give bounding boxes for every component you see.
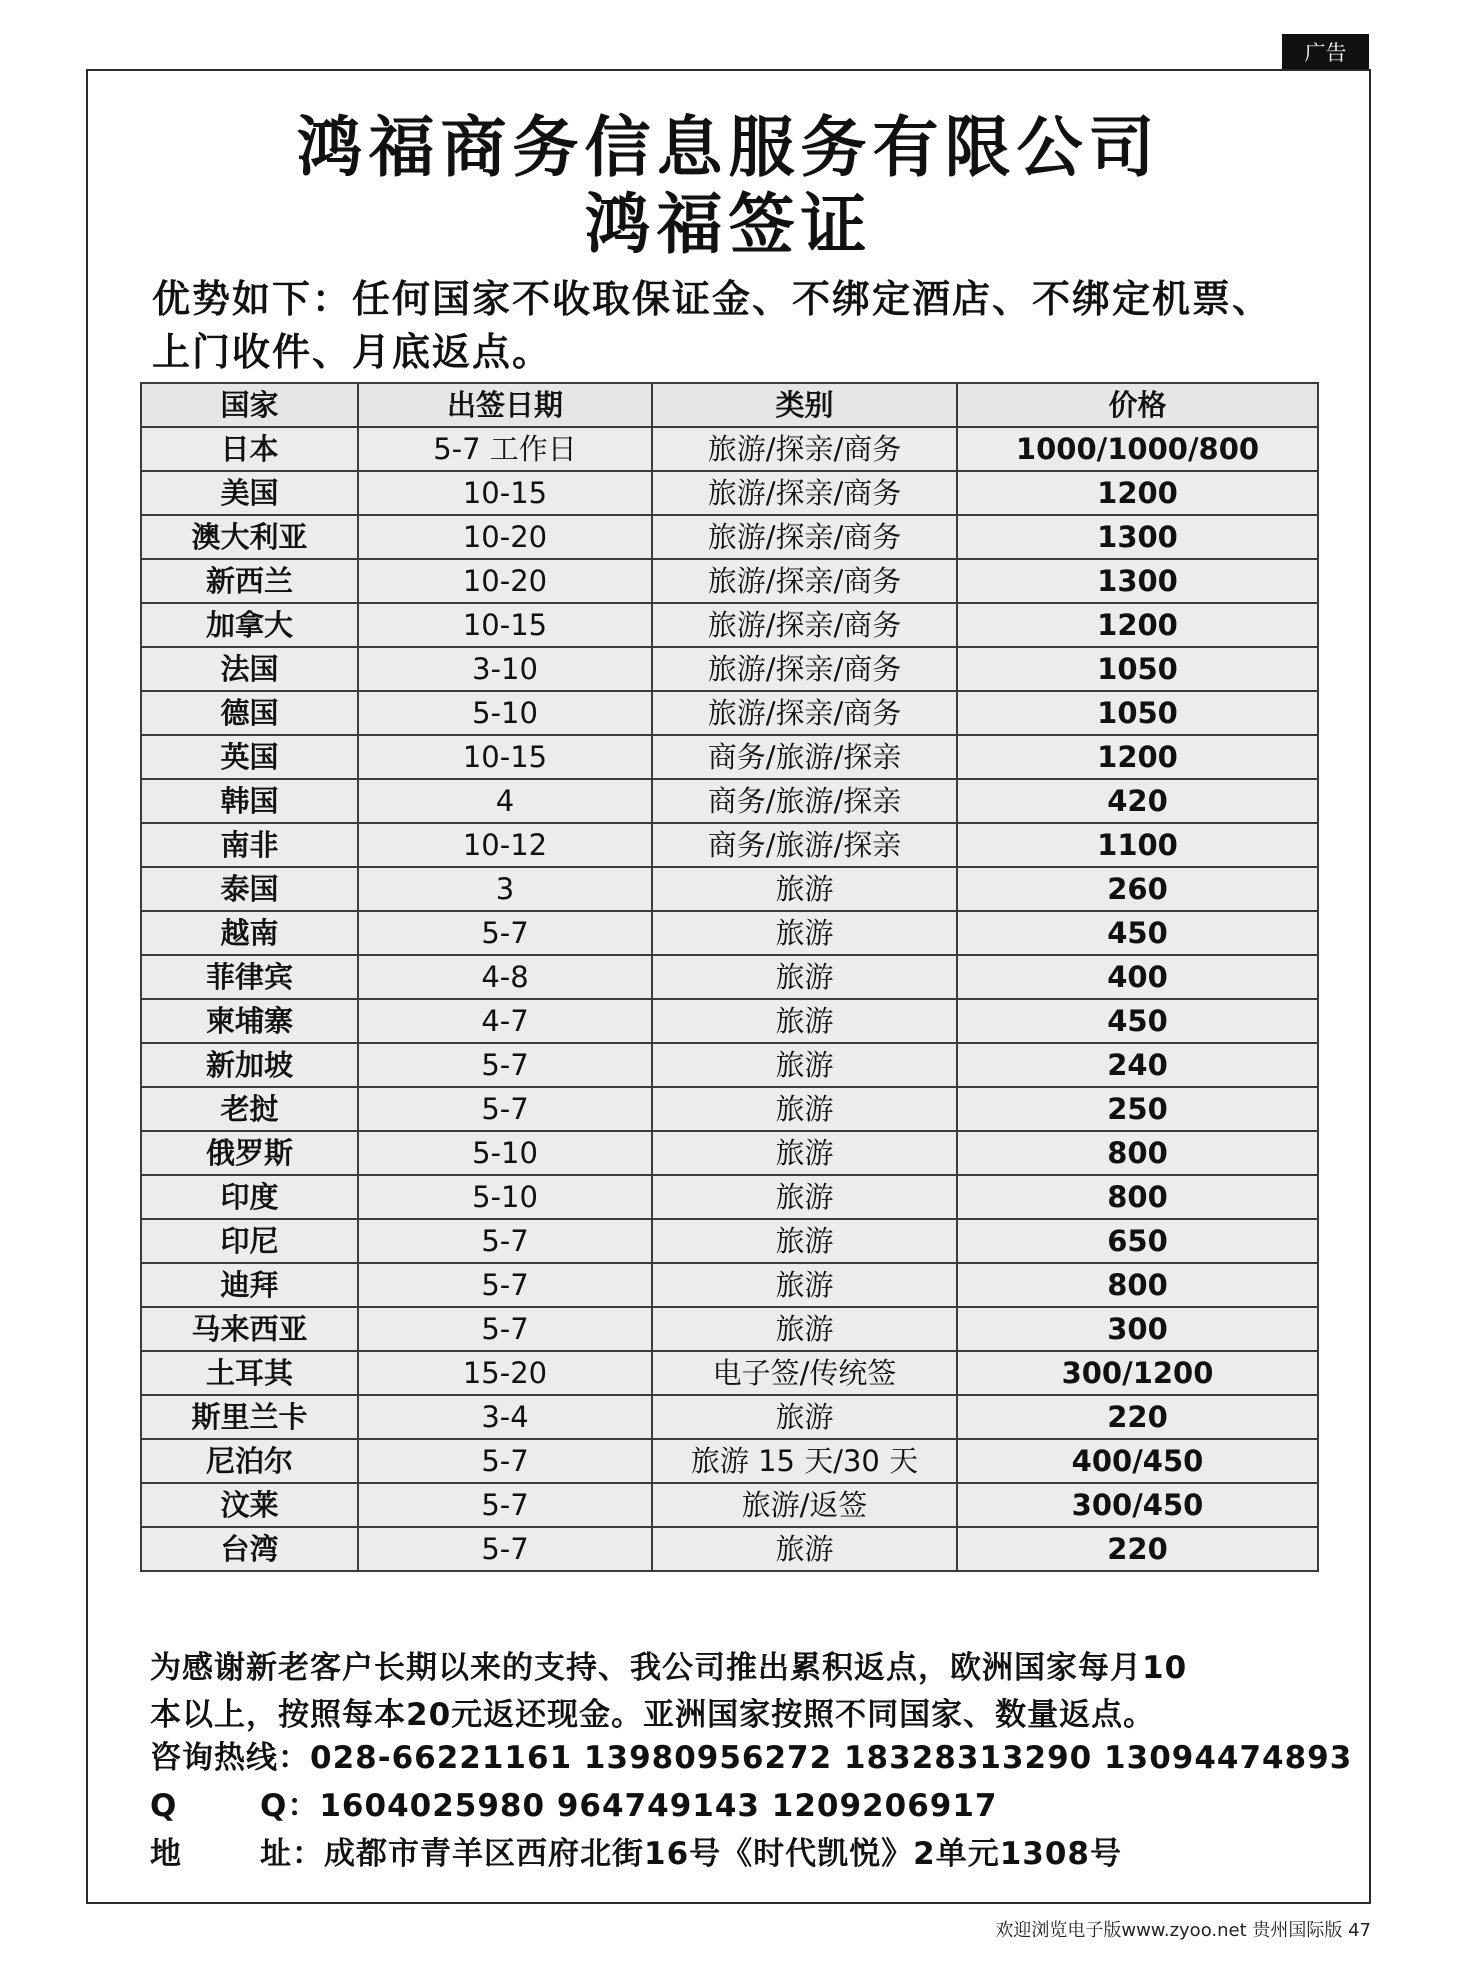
table-row	[141, 1395, 1318, 1439]
cell-days: 5-7	[358, 1043, 652, 1087]
cell-price: 450	[957, 999, 1318, 1043]
table-row	[141, 823, 1318, 867]
table-row	[141, 1087, 1318, 1131]
cell-days: 10-12	[358, 823, 652, 867]
cell-price: 1050	[957, 647, 1318, 691]
cell-country: 美国	[141, 471, 358, 515]
cell-price: 300/1200	[957, 1351, 1318, 1395]
cell-price: 1300	[957, 559, 1318, 603]
cell-price: 220	[957, 1527, 1318, 1571]
hotline-label: 咨询热线：	[150, 1740, 310, 1776]
cell-country: 土耳其	[141, 1351, 358, 1395]
cell-category: 旅游	[652, 911, 957, 955]
header-days: 出签日期	[358, 383, 652, 427]
advantages-line-2: 上门收件、月底返点。	[152, 330, 553, 374]
table-row	[141, 1483, 1318, 1527]
cell-price: 650	[957, 1219, 1318, 1263]
cell-days: 3	[358, 867, 652, 911]
cell-price: 400/450	[957, 1439, 1318, 1483]
hotline	[150, 1736, 1353, 1780]
cell-country: 印度	[141, 1175, 358, 1219]
table-row	[141, 999, 1318, 1043]
address-line	[150, 1832, 1350, 1876]
qq-label-1: Q	[150, 1788, 178, 1824]
cell-price: 800	[957, 1131, 1318, 1175]
table-row	[141, 779, 1318, 823]
cell-country: 韩国	[141, 779, 358, 823]
company-title: 鸿福商务信息服务有限公司	[296, 109, 1161, 186]
cell-category: 旅游	[652, 1131, 957, 1175]
header-category: 类别	[652, 383, 957, 427]
cell-category: 旅游	[652, 867, 957, 911]
table-row	[141, 1175, 1318, 1219]
advantages-line-1: 优势如下：任何国家不收取保证金、不绑定酒店、不绑定机票、	[152, 277, 1273, 321]
cell-price: 250	[957, 1087, 1318, 1131]
cell-category: 旅游/探亲/商务	[652, 603, 957, 647]
cell-price: 420	[957, 779, 1318, 823]
cell-country: 新加坡	[141, 1043, 358, 1087]
table-header-row	[141, 383, 1318, 427]
cell-country: 德国	[141, 691, 358, 735]
cell-price: 800	[957, 1175, 1318, 1219]
cell-days: 5-7	[358, 911, 652, 955]
cell-category: 商务/旅游/探亲	[652, 735, 957, 779]
table-row	[141, 1527, 1318, 1571]
cell-category: 旅游	[652, 1527, 957, 1571]
cell-days: 5-7	[358, 1483, 652, 1527]
cell-days: 10-20	[358, 515, 652, 559]
cell-days: 5-7	[358, 1263, 652, 1307]
cell-price: 450	[957, 911, 1318, 955]
cell-category: 旅游/探亲/商务	[652, 515, 957, 559]
table-row	[141, 1263, 1318, 1307]
cell-days: 10-20	[358, 559, 652, 603]
cell-category: 旅游/探亲/商务	[652, 559, 957, 603]
cell-days: 10-15	[358, 735, 652, 779]
cell-country: 迪拜	[141, 1263, 358, 1307]
cell-price: 1000/1000/800	[957, 427, 1318, 471]
cell-country: 柬埔寨	[141, 999, 358, 1043]
cell-country: 加拿大	[141, 603, 358, 647]
table-row	[141, 471, 1318, 515]
table-row	[141, 1219, 1318, 1263]
promo-line-1: 为感谢新老客户长期以来的支持、我公司推出累积返点，欧洲国家每月10	[150, 1650, 1188, 1686]
cell-country: 印尼	[141, 1219, 358, 1263]
cell-price: 260	[957, 867, 1318, 911]
cell-category: 旅游	[652, 1087, 957, 1131]
address-label-2: 址：	[260, 1836, 324, 1872]
header-country: 国家	[141, 383, 358, 427]
cell-price: 1200	[957, 735, 1318, 779]
table-row	[141, 867, 1318, 911]
table-row	[141, 1439, 1318, 1483]
cell-price: 1100	[957, 823, 1318, 867]
cell-country: 汶莱	[141, 1483, 358, 1527]
cell-category: 旅游/探亲/商务	[652, 647, 957, 691]
cell-category: 旅游/探亲/商务	[652, 691, 957, 735]
cell-days: 5-7	[358, 1527, 652, 1571]
cell-days: 4-8	[358, 955, 652, 999]
address-label-1: 地	[150, 1836, 182, 1872]
cell-country: 日本	[141, 427, 358, 471]
cell-days: 4	[358, 779, 652, 823]
table-row	[141, 735, 1318, 779]
header-price: 价格	[957, 383, 1318, 427]
cell-price: 1200	[957, 603, 1318, 647]
table-row	[141, 559, 1318, 603]
table-row	[141, 1351, 1318, 1395]
qq-numbers: 1604025980 964749143 1209206917	[319, 1788, 998, 1824]
table-row	[141, 1307, 1318, 1351]
cell-category: 旅游	[652, 1263, 957, 1307]
cell-days: 5-7	[358, 1307, 652, 1351]
cell-price: 220	[957, 1395, 1318, 1439]
cell-country: 澳大利亚	[141, 515, 358, 559]
cell-days: 3-10	[358, 647, 652, 691]
cell-price: 240	[957, 1043, 1318, 1087]
cell-category: 旅游/探亲/商务	[652, 471, 957, 515]
cell-days: 5-7 工作日	[358, 427, 652, 471]
table-row	[141, 427, 1318, 471]
cell-price: 300/450	[957, 1483, 1318, 1527]
cell-days: 5-10	[358, 691, 652, 735]
cell-country: 菲律宾	[141, 955, 358, 999]
cell-price: 300	[957, 1307, 1318, 1351]
cell-days: 5-10	[358, 1175, 652, 1219]
cell-price: 1050	[957, 691, 1318, 735]
subtitle: 鸿福签证	[584, 186, 873, 263]
cell-country: 台湾	[141, 1527, 358, 1571]
hotline-numbers: 028-66221161 13980956272 18328313290 13094474893	[310, 1740, 1353, 1776]
table-row	[141, 1131, 1318, 1175]
cell-country: 俄罗斯	[141, 1131, 358, 1175]
address-text: 成都市青羊区西府北街16号《时代凯悦》2单元1308号	[324, 1836, 1122, 1872]
table-row	[141, 647, 1318, 691]
cell-country: 南非	[141, 823, 358, 867]
cell-category: 旅游	[652, 1043, 957, 1087]
cell-country: 越南	[141, 911, 358, 955]
cell-price: 800	[957, 1263, 1318, 1307]
cell-category: 旅游	[652, 999, 957, 1043]
cell-category: 电子签/传统签	[652, 1351, 957, 1395]
cell-category: 旅游	[652, 1307, 957, 1351]
qq-line	[150, 1784, 1350, 1828]
visa-price-table	[140, 382, 1319, 1572]
cell-days: 5-7	[358, 1219, 652, 1263]
cell-category: 商务/旅游/探亲	[652, 779, 957, 823]
cell-country: 斯里兰卡	[141, 1395, 358, 1439]
cell-days: 15-20	[358, 1351, 652, 1395]
promo-line-2: 本以上，按照每本20元返还现金。亚洲国家按照不同国家、数量返点。	[150, 1697, 1156, 1733]
qq-label-2: Q：	[260, 1788, 320, 1824]
cell-days: 5-7	[358, 1439, 652, 1483]
cell-country: 泰国	[141, 867, 358, 911]
cell-category: 旅游	[652, 955, 957, 999]
table-row	[141, 691, 1318, 735]
cell-days: 10-15	[358, 603, 652, 647]
cell-category: 商务/旅游/探亲	[652, 823, 957, 867]
cell-days: 4-7	[358, 999, 652, 1043]
table-row	[141, 911, 1318, 955]
table-row	[141, 603, 1318, 647]
table-row	[141, 515, 1318, 559]
cell-country: 马来西亚	[141, 1307, 358, 1351]
cell-days: 3-4	[358, 1395, 652, 1439]
cell-category: 旅游/返签	[652, 1483, 957, 1527]
page-footer: 欢迎浏览电子版www.zyoo.net 贵州国际版 47	[995, 1920, 1371, 1941]
cell-country: 老挝	[141, 1087, 358, 1131]
cell-price: 1200	[957, 471, 1318, 515]
cell-country: 英国	[141, 735, 358, 779]
cell-price: 400	[957, 955, 1318, 999]
table-row	[141, 955, 1318, 999]
cell-days: 10-15	[358, 471, 652, 515]
cell-price: 1300	[957, 515, 1318, 559]
cell-days: 5-10	[358, 1131, 652, 1175]
cell-category: 旅游	[652, 1395, 957, 1439]
ad-tag: 广告	[1282, 34, 1369, 70]
cell-category: 旅游 15 天/30 天	[652, 1439, 957, 1483]
cell-country: 法国	[141, 647, 358, 691]
cell-category: 旅游	[652, 1175, 957, 1219]
cell-country: 尼泊尔	[141, 1439, 358, 1483]
cell-days: 5-7	[358, 1087, 652, 1131]
cell-country: 新西兰	[141, 559, 358, 603]
table-row	[141, 1043, 1318, 1087]
table-body	[141, 427, 1318, 1571]
cell-category: 旅游	[652, 1219, 957, 1263]
cell-category: 旅游/探亲/商务	[652, 427, 957, 471]
